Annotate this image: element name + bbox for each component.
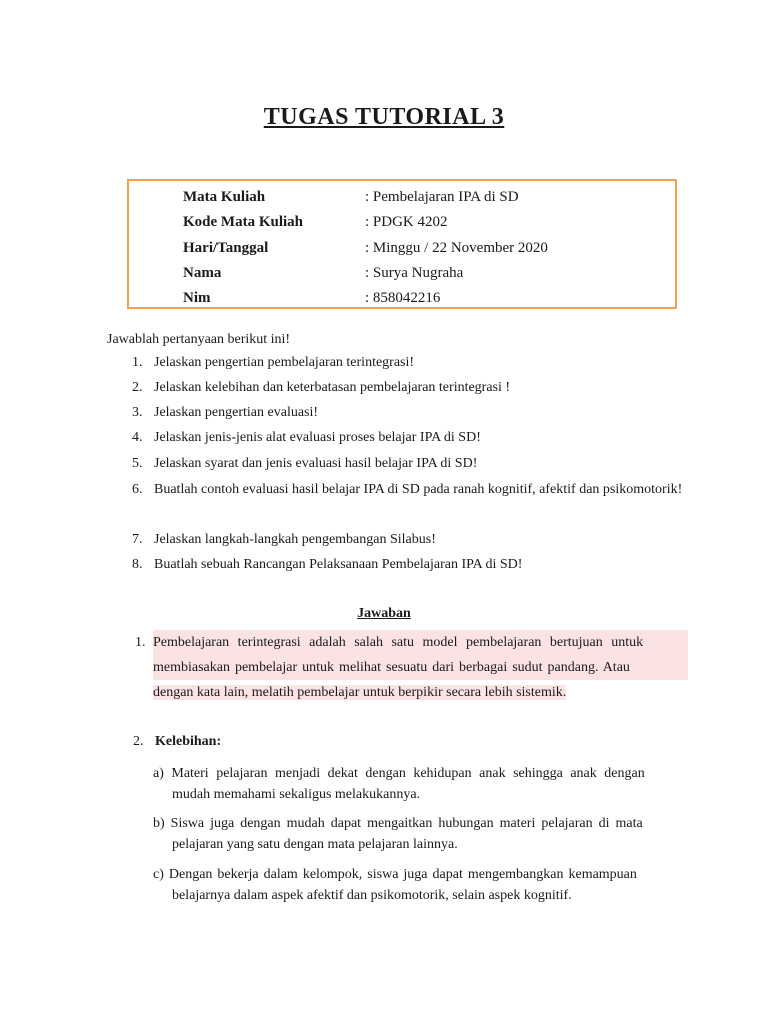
answer-2-heading: Kelebihan: (155, 734, 222, 749)
advantage-line: mudah memahami sekaligus melakukannya. (172, 787, 421, 802)
advantage-item (153, 813, 688, 855)
question-number: 7. (132, 532, 143, 547)
advantage-line: c) Dengan bekerja dalam kelompok, siswa juga dapat mengembangkan kemampuan (153, 867, 637, 882)
answer-line-highlight: dengan kata lain, melatih pembelajar untuk berpikir secara lebih sistemik. (153, 685, 567, 700)
answer-line: Pembelajaran terintegrasi adalah salah satu model pembelajaran bertujuan untuk (153, 630, 688, 655)
question-number: 4. (132, 430, 143, 445)
info-label: Kode Mata Kuliah (183, 214, 304, 230)
question-text: Jelaskan langkah-langkah pengembangan Silabus! (154, 532, 436, 547)
question-number: 1. (132, 355, 143, 370)
advantage-line: b) Siswa juga dengan mudah dapat mengaitkan hubungan materi pelajaran di mata (153, 816, 643, 831)
answer-1-text (153, 630, 688, 705)
advantage-item (153, 864, 688, 906)
question-text: Jelaskan pengertian evaluasi! (154, 405, 319, 420)
answer-number: 2. (133, 734, 144, 749)
advantage-line: belajarnya dalam aspek afektif dan psikomotorik, selain aspek kognitif. (172, 888, 572, 903)
question-number: 8. (132, 557, 143, 572)
question-text: Jelaskan kelebihan dan keterbatasan pembelajaran terintegrasi ! (154, 380, 511, 395)
question-text: Jelaskan syarat dan jenis evaluasi hasil belajar IPA di SD! (154, 456, 478, 471)
course-info-box (127, 179, 677, 309)
question-number: 2. (132, 380, 143, 395)
info-label: Hari/Tanggal (183, 240, 269, 256)
question-text: Jelaskan jenis-jenis alat evaluasi proses belajar IPA di SD! (154, 430, 481, 445)
question-text: Buatlah sebuah Rancangan Pelaksanaan Pembelajaran IPA di SD! (154, 557, 523, 572)
answer-heading: Jawaban (357, 606, 411, 621)
question-number: 6. (132, 482, 143, 497)
info-value: : Pembelajaran IPA di SD (365, 189, 519, 205)
question-text: Jelaskan pengertian pembelajaran terintegrasi! (154, 355, 415, 370)
question-number: 3. (132, 405, 143, 420)
info-value: : 858042216 (365, 290, 441, 306)
question-number: 5. (132, 456, 143, 471)
question-text: Buatlah contoh evaluasi hasil belajar IPA di SD pada ranah kognitif, afektif dan psikomotorik! (154, 482, 683, 497)
info-value: : Surya Nugraha (365, 265, 464, 281)
question-intro: Jawablah pertanyaan berikut ini! (107, 332, 291, 347)
answer-number: 1. (135, 635, 146, 650)
info-label: Nim (183, 290, 211, 306)
info-value: : PDGK 4202 (365, 214, 448, 230)
info-label: Nama (183, 265, 222, 281)
info-label: Mata Kuliah (183, 189, 266, 205)
advantage-line: pelajaran yang satu dengan mata pelajaran lainnya. (172, 837, 458, 852)
answer-line (153, 680, 688, 705)
info-value: : Minggu / 22 November 2020 (365, 240, 548, 256)
advantage-item (153, 763, 688, 805)
answer-line: membiasakan pembelajar untuk melihat sesuatu dari berbagai sudut pandang. Atau (153, 655, 688, 680)
advantage-line: a) Materi pelajaran menjadi dekat dengan kehidupan anak sehingga anak dengan (153, 766, 645, 781)
document-title: TUGAS TUTORIAL 3 (263, 104, 505, 130)
